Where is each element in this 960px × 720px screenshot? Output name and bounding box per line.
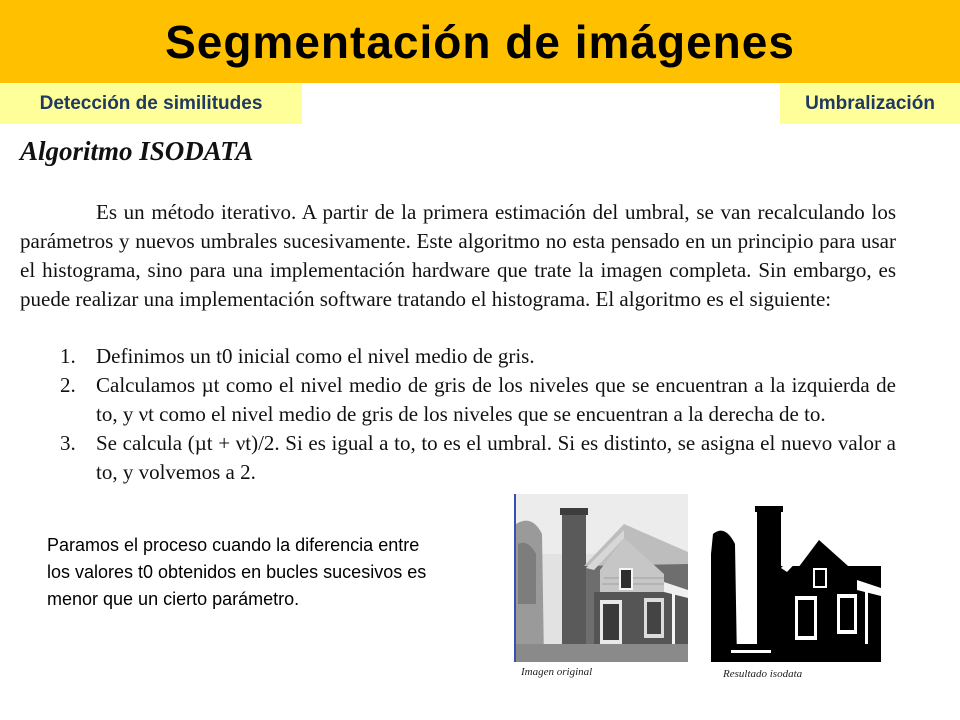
page-title: Segmentación de imágenes (165, 15, 795, 68)
step-text: Se calcula (µt + νt)/2. Si es igual a to, to es el umbral. Si es distinto, se asigna el nuevo valor a to, y volvemos a 2. (96, 431, 896, 484)
topic-tag-similarity: Detección de similitudes (0, 84, 302, 124)
isodata-result-image (711, 494, 881, 662)
topic-tag-thresholding: Umbralización (780, 84, 960, 124)
step-text: Calculamos µt como el nivel medio de gris de los niveles que se encuentran a la izquierda de to, y νt como el nivel medio de gris de los niveles que se encuentran a la derecha de to. (96, 373, 896, 426)
algorithm-step (20, 371, 896, 429)
stop-condition-note: Paramos el proceso cuando la diferencia entre los valores t0 obtenidos en bucles sucesivos es menor que un cierto parámetro. (47, 535, 427, 609)
step-number: 2. (60, 373, 76, 397)
original-image-caption: Imagen original (521, 666, 593, 678)
algorithm-step (20, 342, 896, 371)
result-image-caption: Resultado isodata (723, 668, 803, 680)
step-number: 1. (60, 344, 76, 368)
intro-paragraph (20, 198, 896, 314)
step-text: Definimos un t0 inicial como el nivel medio de gris. (96, 344, 535, 368)
algorithm-steps (20, 342, 896, 487)
intro-paragraph-text: Es un método iterativo. A partir de la primera estimación del umbral, se van recalculando los parámetros y nuevos umbrales sucesivamente. Este algoritmo no esta pensado en un principio para usar el histograma, sino para una implementación hardware que trate la imagen completa. Sin embargo, es puede realizar una implementación software tratando el histograma. El algoritmo es el siguiente: (20, 200, 896, 311)
section-title: Algoritmo ISODATA (20, 136, 254, 166)
algorithm-step (20, 429, 896, 487)
original-house-image (514, 494, 688, 662)
title-bar (0, 0, 960, 83)
step-number: 3. (60, 431, 76, 455)
